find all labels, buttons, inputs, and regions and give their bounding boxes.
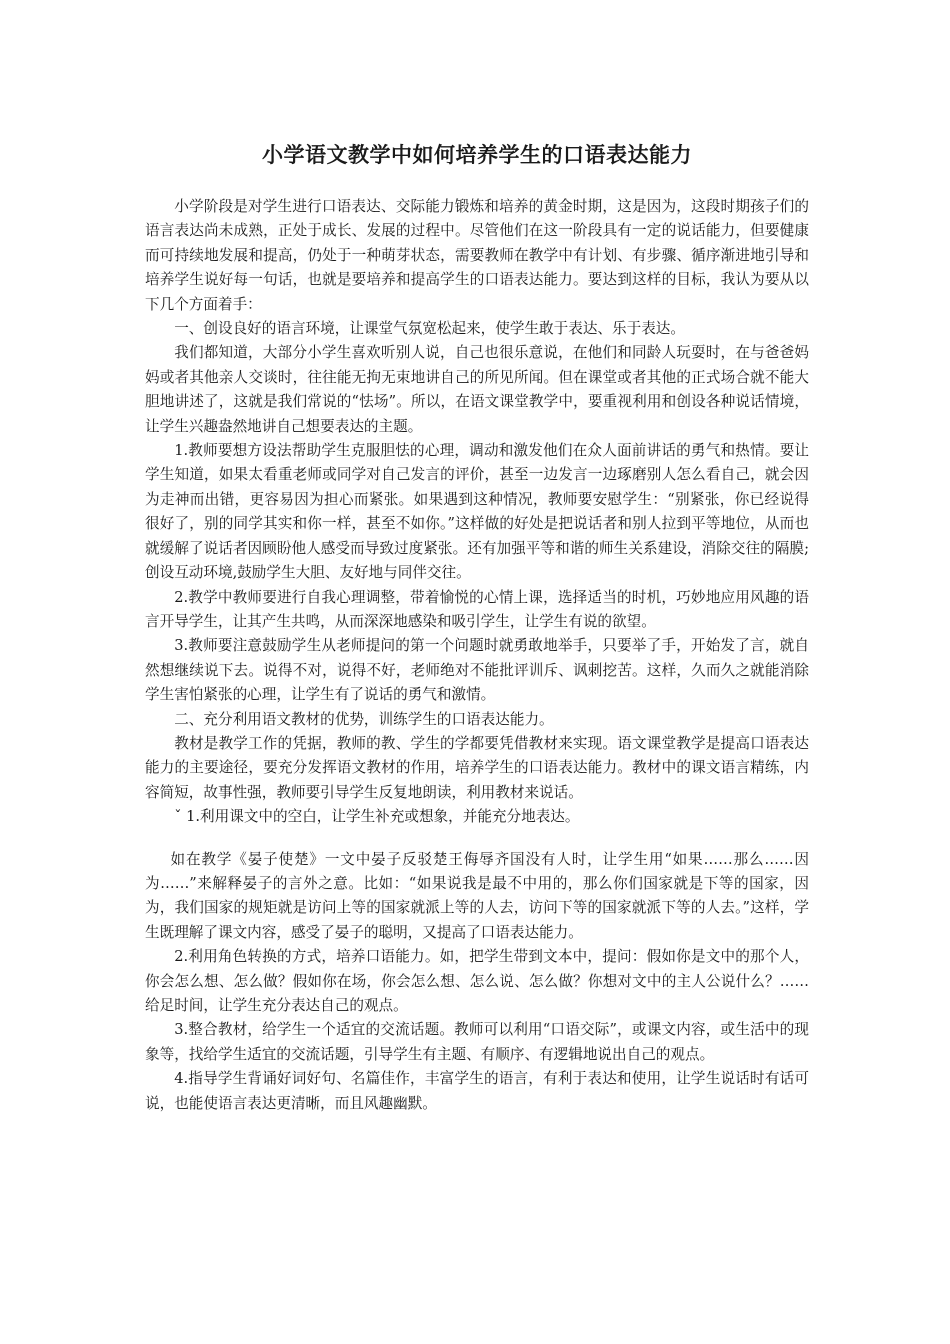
paragraph: 教材是教学工作的凭据，教师的教、学生的学都要凭借教材来实现。语文课堂教学是提高口语表达能力的主要途径，要充分发挥语文教材的作用，培养学生的口语表达能力。教材中的课文语言精练，内容简短，故事性强，教师要引导学生反复地朗读，利用教材来说话。 [145,734,809,801]
document-title: 小学语文教学中如何培养学生的口语表达能力 [262,142,692,167]
paragraph-item-2: 2.利用角色转换的方式，培养口语能力。如，把学生带到文本中，提问：假如你是文中的那个人，你会怎么想、怎么做？假如你在场，你会怎么想、怎么说、怎么做？你想对文中的主人公说什么？……给足时间，让学生充分表达自己的观点。 [145,948,809,1014]
paragraph-item-4: 4.指导学生背诵好词好句、名篇佳作，丰富学生的语言，有利于表达和使用，让学生说话时有话可说，也能使语言表达更清晰，而且风趣幽默。 [145,1070,809,1112]
paragraph: 我们都知道，大部分小学生喜欢听别人说，自己也很乐意说，在他们和同龄人玩耍时，在与爸爸妈妈或者其他亲人交谈时，往往能无拘无束地讲自己的所见所闻。但在课堂或者其他的正式场合就不能大胆地讲述了，这就是我们常说的“怯场”。所以，在语文课堂教学中，要重视利用和创设各种说话情境，让学生兴趣盎然地讲自己想要表达的主题。 [145,344,809,435]
paragraph-item-2: 2.教学中教师要进行自我心理调整，带着愉悦的心情上课，选择适当的时机，巧妙地应用风趣的语言开导学生，让其产生共鸣，从而深深地感染和吸引学生，让学生有说的欲望。 [145,588,809,630]
paragraph-item-3: 3.整合教材，给学生一个适宜的交流话题。教师可以利用“口语交际”，或课文内容，或生活中的现象等，找给学生适宜的交流话题，引导学生有主题、有顺序、有逻辑地说出自己的观点。 [145,1021,809,1063]
paragraph-section-2-heading: 二、充分利用语文教材的优势，训练学生的口语表达能力。 [174,710,554,728]
paragraph-item-1: 1.教师要想方设法帮助学生克服胆怯的心理，调动和激发他们在众人面前讲话的勇气和热情。要让学生知道，如果太看重老师或同学对自己发言的评价，甚至一边发言一边琢磨别人怎么看自己，就会因为走神而出错，更容易因为担心而紧张。如果遇到这种情况，教师要安慰学生：“别紧张，你已经说得很好了，别的同学其实和你一样，甚至不如你。”这样做的好处是把说话者和别人拉到平等地位，从而也就缓解了说话者因顾盼他人感受而导致过度紧张。还有加强平等和谐的师生关系建设，消除交往的隔膜;创设互动环境,鼓励学生大胆、友好地与同伴交往。 [145,442,809,582]
paragraph-spacer [145,830,809,848]
paragraph-item-1: ˇ 1.利用课文中的空白，让学生补充或想象，并能充分地表达。 [174,808,580,826]
paragraph-example: 如在教学《晏子使楚》一文中晏子反驳楚王侮辱齐国没有人时，让学生用“如果……那么……因为……”来解释晏子的言外之意。比如：“如果说我是最不中用的，那么你们国家就是下等的国家，因为，我们国家的规矩就是访问上等的国家就派上等的人去，访问下等的国家就派下等的人去。”这样，学生既理解了课文内容，感受了晏子的聪明，又提高了口语表达能力。 [145,850,809,941]
document-body [145,195,809,1116]
paragraph-section-1-heading: 一、创设良好的语言环境，让课堂气氛宽松起来，使学生敢于表达、乐于表达。 [174,320,685,338]
paragraph-item-3: 3.教师要注意鼓励学生从老师提问的第一个问题时就勇敢地举手，只要举了手，开始发了言，就自然想继续说下去。说得不对，说得不好，老师绝对不能批评训斥、讽刺挖苦。这样，久而久之就能消除学生害怕紧张的心理，让学生有了说话的勇气和激情。 [145,637,809,704]
paragraph-intro: 小学阶段是对学生进行口语表达、交际能力锻炼和培养的黄金时期，这是因为，这段时期孩子们的语言表达尚未成熟，正处于成长、发展的过程中。尽管他们在这一阶段具有一定的说话能力，但要健康而可持续地发展和提高，仍处于一种萌芽状态，需要教师在教学中有计划、有步骤、循序渐进地引导和培养学生说好每一句话，也就是要培养和提高学生的口语表达能力。要达到这样的目标，我认为要从以下几个方面着手： [145,198,809,313]
